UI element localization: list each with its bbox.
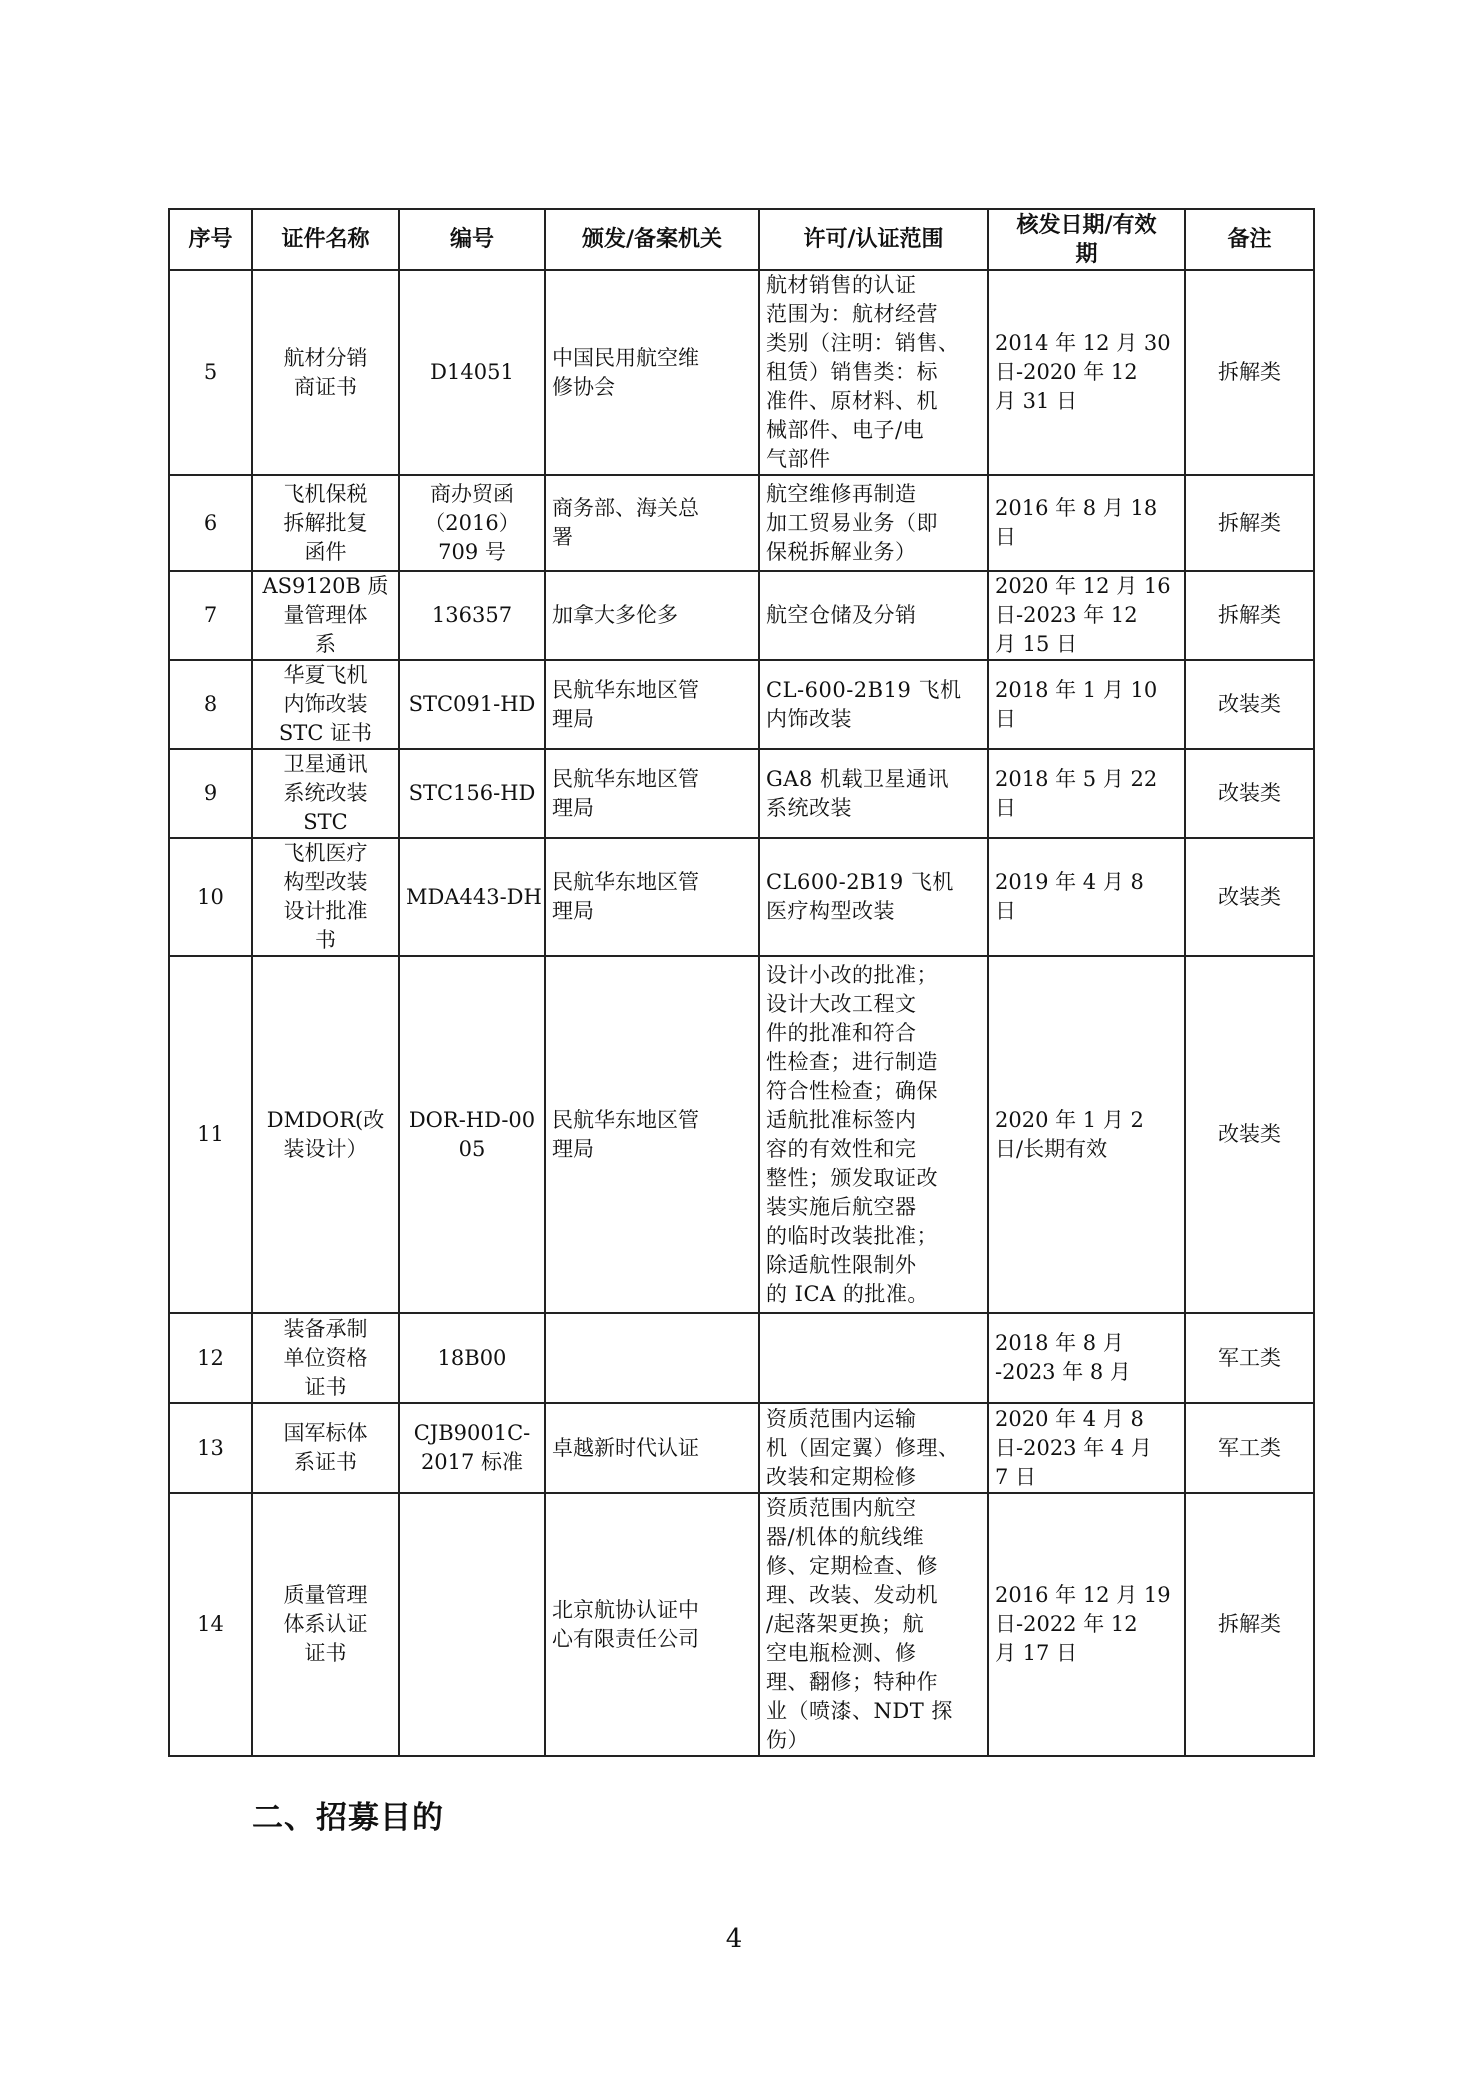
cell-name-line: 华夏飞机 bbox=[283, 663, 368, 687]
cell-scope bbox=[759, 838, 988, 956]
cell-remark: 军工类 bbox=[1185, 1313, 1314, 1403]
cell-scope-line: 资质范围内航空 bbox=[766, 1496, 917, 1520]
cell-name bbox=[252, 660, 399, 749]
cell-date bbox=[988, 571, 1185, 660]
cell-no: 14 bbox=[169, 1493, 252, 1756]
cell-name bbox=[252, 1493, 399, 1756]
cell-scope-line: 准件、原材料、机 bbox=[766, 389, 938, 413]
cell-code-line: 709 号 bbox=[438, 539, 506, 564]
cell-no: 7 bbox=[169, 571, 252, 660]
header-date-line: 核发日期/有效 bbox=[1016, 212, 1157, 238]
table-row bbox=[169, 1313, 1314, 1403]
cell-no: 13 bbox=[169, 1403, 252, 1493]
cell-name-line: 飞机保税 bbox=[283, 481, 368, 506]
cell-name-line: 卫星通讯 bbox=[283, 752, 368, 776]
cell-date-line: 日-2023 年 12 bbox=[995, 603, 1138, 627]
cell-code bbox=[399, 838, 545, 956]
cell-name-line: AS9120B 质 bbox=[262, 574, 389, 598]
header-cell-scope: 许可/认证范围 bbox=[759, 209, 988, 270]
table-row bbox=[169, 838, 1314, 956]
table-row bbox=[169, 956, 1314, 1313]
cell-date-line: 日-2023 年 4 月 bbox=[995, 1435, 1152, 1460]
cell-scope-line: 适航批准标签内 bbox=[766, 1107, 917, 1132]
cell-scope-line: 空电瓶检测、修 bbox=[766, 1641, 917, 1665]
cell-no: 11 bbox=[169, 956, 252, 1313]
cell-scope-line: 航空维修再制造 bbox=[766, 481, 917, 506]
cell-name-line: DMDOR(改 bbox=[266, 1107, 385, 1132]
cell-scope-line: 改装和定期检修 bbox=[766, 1464, 917, 1489]
cell-scope-line: 理、改装、发动机 bbox=[766, 1583, 938, 1607]
cell-date-line: 2018 年 5 月 22 bbox=[995, 766, 1158, 791]
cell-name bbox=[252, 270, 399, 475]
table-row bbox=[169, 749, 1314, 838]
cell-code bbox=[399, 660, 545, 749]
cell-scope-line: 符合性检查；确保 bbox=[766, 1078, 938, 1103]
cell-code bbox=[399, 475, 545, 571]
cell-date-line: 日-2020 年 12 bbox=[995, 360, 1138, 384]
cell-date-line: 日/长期有效 bbox=[995, 1136, 1108, 1161]
cell-date bbox=[988, 660, 1185, 749]
cell-issuer-line: 民航华东地区管 bbox=[552, 870, 699, 894]
cell-issuer bbox=[545, 660, 759, 749]
cell-name-line: 装备承制 bbox=[283, 1316, 368, 1341]
header-cell-date bbox=[988, 209, 1185, 270]
cell-code-line: MDA443-DH bbox=[406, 884, 542, 909]
certificate-table bbox=[168, 208, 1315, 1757]
cell-scope-line: 机（固定翼）修理、 bbox=[766, 1435, 960, 1460]
cell-no: 9 bbox=[169, 749, 252, 838]
cell-name-line: 拆解批复 bbox=[283, 510, 368, 535]
table-row bbox=[169, 1493, 1314, 1756]
cell-code-line: （2016） bbox=[424, 510, 520, 535]
cell-name-line: STC bbox=[303, 810, 348, 834]
cell-issuer bbox=[545, 1493, 759, 1756]
cell-scope-line: 装实施后航空器 bbox=[766, 1194, 917, 1219]
cell-scope-line: 容的有效性和完 bbox=[766, 1136, 917, 1161]
cell-name-line: 函件 bbox=[304, 539, 347, 564]
table-row bbox=[169, 660, 1314, 749]
header-cell-remark: 备注 bbox=[1185, 209, 1314, 270]
cell-date bbox=[988, 1313, 1185, 1403]
cell-scope-line: 修、定期检查、修 bbox=[766, 1554, 938, 1578]
cell-remark: 改装类 bbox=[1185, 749, 1314, 838]
cell-no: 8 bbox=[169, 660, 252, 749]
cell-issuer-line: 民航华东地区管 bbox=[552, 677, 699, 702]
cell-name-line: 构型改装 bbox=[283, 870, 368, 894]
cell-date-line: 日 bbox=[995, 706, 1016, 731]
cell-scope-line: 械部件、电子/电 bbox=[766, 418, 925, 442]
cell-scope-line: /起落架更换；航 bbox=[766, 1612, 925, 1636]
cell-scope-line: 租赁）销售类：标 bbox=[766, 360, 938, 384]
cell-scope-line: 系统改装 bbox=[766, 795, 852, 820]
cell-date-line: 月 17 日 bbox=[995, 1641, 1078, 1665]
cell-scope-line: 航空仓储及分销 bbox=[766, 603, 917, 627]
cell-scope-line: 除适航性限制外 bbox=[766, 1252, 917, 1277]
cell-name-line: 书 bbox=[315, 928, 336, 952]
cell-date-line: 月 15 日 bbox=[995, 632, 1078, 656]
table-row bbox=[169, 270, 1314, 475]
cell-scope-line: 设计小改的批准； bbox=[766, 962, 938, 987]
cell-scope-line: 整性；颁发取证改 bbox=[766, 1165, 938, 1190]
cell-issuer-line: 理局 bbox=[552, 795, 594, 820]
cell-name-line: 量管理体 bbox=[283, 603, 368, 627]
cell-date-line: 2014 年 12 月 30 bbox=[995, 331, 1171, 355]
cell-name-line: 体系认证 bbox=[283, 1612, 368, 1636]
cell-code bbox=[399, 956, 545, 1313]
cell-issuer bbox=[545, 475, 759, 571]
cell-date bbox=[988, 270, 1185, 475]
cell-date bbox=[988, 475, 1185, 571]
cell-scope-line: 医疗构型改装 bbox=[766, 899, 895, 923]
section-heading: 二、招募目的 bbox=[252, 1800, 444, 1836]
cell-issuer bbox=[545, 956, 759, 1313]
cell-issuer bbox=[545, 1403, 759, 1493]
cell-no: 5 bbox=[169, 270, 252, 475]
cell-date-line: 日 bbox=[995, 525, 1016, 549]
cell-scope-line: 资质范围内运输 bbox=[766, 1406, 917, 1431]
table-header-row bbox=[169, 209, 1314, 270]
cell-name-line: 系 bbox=[315, 632, 336, 656]
cell-scope-line: 航材销售的认证 bbox=[766, 273, 917, 297]
cell-name-line: 证书 bbox=[304, 1641, 347, 1665]
cell-scope-line: CL600-2B19 飞机 bbox=[766, 870, 954, 894]
cell-scope-line: 业（喷漆、NDT 探 bbox=[766, 1699, 953, 1723]
cell-issuer-line: 民航华东地区管 bbox=[552, 1107, 699, 1132]
cell-date bbox=[988, 749, 1185, 838]
cell-remark: 拆解类 bbox=[1185, 475, 1314, 571]
header-cell-code: 编号 bbox=[399, 209, 545, 270]
cell-issuer bbox=[545, 838, 759, 956]
table-body bbox=[169, 270, 1314, 1756]
cell-scope bbox=[759, 475, 988, 571]
cell-name-line: STC 证书 bbox=[278, 721, 373, 745]
cell-issuer-line: 理局 bbox=[552, 1136, 594, 1161]
cell-name bbox=[252, 475, 399, 571]
cell-code-line: 18B00 bbox=[437, 1345, 507, 1370]
cell-date bbox=[988, 956, 1185, 1313]
cell-remark: 拆解类 bbox=[1185, 1493, 1314, 1756]
cell-date-line: 日 bbox=[995, 899, 1016, 923]
cell-code-line: CJB9001C- bbox=[413, 1421, 531, 1445]
cell-issuer-line: 加拿大多伦多 bbox=[552, 603, 678, 627]
cell-code-line: 05 bbox=[458, 1136, 486, 1161]
cell-scope-line: GA8 机载卫星通讯 bbox=[766, 766, 949, 791]
cell-issuer-line: 中国民用航空维 bbox=[552, 345, 699, 370]
cell-date-line: 2020 年 4 月 8 bbox=[995, 1406, 1144, 1431]
cell-code bbox=[399, 1403, 545, 1493]
table-row bbox=[169, 1403, 1314, 1493]
cell-scope-line: 类别（注明：销售、 bbox=[766, 331, 960, 355]
cell-name bbox=[252, 838, 399, 956]
cell-scope bbox=[759, 660, 988, 749]
cell-name bbox=[252, 571, 399, 660]
cell-scope bbox=[759, 270, 988, 475]
cell-name-line: 证书 bbox=[304, 1374, 347, 1399]
cell-date bbox=[988, 838, 1185, 956]
cell-name-line: 质量管理 bbox=[283, 1583, 368, 1607]
table-row bbox=[169, 571, 1314, 660]
cell-scope bbox=[759, 956, 988, 1313]
cell-name bbox=[252, 1313, 399, 1403]
cell-remark: 改装类 bbox=[1185, 956, 1314, 1313]
cell-date bbox=[988, 1493, 1185, 1756]
cell-issuer-line: 理局 bbox=[552, 899, 594, 923]
cell-code bbox=[399, 749, 545, 838]
cell-scope-line: 件的批准和符合 bbox=[766, 1020, 917, 1045]
cell-no: 6 bbox=[169, 475, 252, 571]
cell-code bbox=[399, 1493, 545, 1756]
cell-scope-line: CL-600-2B19 飞机 bbox=[766, 677, 962, 702]
cell-code-line: 商办贸函 bbox=[430, 481, 514, 506]
cell-name-line: 航材分销 bbox=[283, 345, 368, 370]
cell-remark: 拆解类 bbox=[1185, 571, 1314, 660]
cell-issuer bbox=[545, 1313, 759, 1403]
cell-issuer-line: 商务部、海关总 bbox=[552, 496, 699, 520]
cell-date-line: 2020 年 12 月 16 bbox=[995, 574, 1171, 598]
cell-date-line: 2020 年 1 月 2 bbox=[995, 1107, 1144, 1132]
cell-no: 10 bbox=[169, 838, 252, 956]
cell-issuer-line: 理局 bbox=[552, 706, 594, 731]
cell-date-line: 2019 年 4 月 8 bbox=[995, 870, 1144, 894]
cell-name-line: 内饰改装 bbox=[283, 692, 368, 716]
cell-name-line: 商证书 bbox=[294, 374, 357, 399]
cell-scope-line: 设计大改工程文 bbox=[766, 991, 917, 1016]
cell-scope-line: 内饰改装 bbox=[766, 706, 852, 731]
header-date-line: 期 bbox=[1075, 241, 1098, 267]
cell-issuer bbox=[545, 270, 759, 475]
cell-name-line: 国军标体 bbox=[283, 1421, 368, 1445]
cell-name bbox=[252, 1403, 399, 1493]
header-cell-name: 证件名称 bbox=[252, 209, 399, 270]
cell-scope bbox=[759, 1493, 988, 1756]
cell-date-line: 2018 年 8 月 bbox=[995, 1331, 1124, 1355]
cell-scope-line: 加工贸易业务（即 bbox=[766, 510, 938, 535]
cell-scope-line: 理、翻修；特种作 bbox=[766, 1670, 938, 1694]
page-number: 4 bbox=[725, 1924, 743, 1954]
cell-date-line: 月 31 日 bbox=[995, 389, 1078, 413]
cell-name bbox=[252, 749, 399, 838]
cell-date-line: 日-2022 年 12 bbox=[995, 1612, 1138, 1636]
cell-scope bbox=[759, 1403, 988, 1493]
cell-code-line: STC091-HD bbox=[408, 692, 536, 716]
cell-issuer bbox=[545, 571, 759, 660]
cell-scope bbox=[759, 749, 988, 838]
cell-issuer-line: 署 bbox=[552, 525, 573, 549]
cell-code-line: 2017 标准 bbox=[420, 1450, 524, 1474]
cell-issuer-line: 民航华东地区管 bbox=[552, 766, 699, 791]
cell-scope-line: 气部件 bbox=[766, 447, 831, 471]
cell-scope-line: 的 ICA 的批准。 bbox=[766, 1281, 929, 1306]
header-cell-no: 序号 bbox=[169, 209, 252, 270]
cell-name-line: 单位资格 bbox=[283, 1345, 368, 1370]
header-cell-issuer: 颁发/备案机关 bbox=[545, 209, 759, 270]
cell-no: 12 bbox=[169, 1313, 252, 1403]
cell-scope-line: 范围为：航材经营 bbox=[766, 302, 938, 326]
cell-name-line: 设计批准 bbox=[283, 899, 368, 923]
cell-remark: 拆解类 bbox=[1185, 270, 1314, 475]
cell-issuer-line: 心有限责任公司 bbox=[552, 1626, 699, 1651]
cell-code-line: D14051 bbox=[430, 360, 514, 384]
cell-date-line: 2016 年 12 月 19 bbox=[995, 1583, 1171, 1607]
cell-code-line: DOR-HD-00 bbox=[408, 1107, 536, 1132]
cell-code-line: 136357 bbox=[431, 603, 513, 627]
cell-scope-line: 性检查；进行制造 bbox=[766, 1049, 938, 1074]
cell-date-line: 7 日 bbox=[995, 1464, 1037, 1489]
cell-code bbox=[399, 270, 545, 475]
cell-code-line: STC156-HD bbox=[408, 781, 536, 805]
cell-name-line: 系统改装 bbox=[283, 781, 368, 805]
cell-scope-line: 伤） bbox=[766, 1728, 809, 1752]
cell-date-line: 2018 年 1 月 10 bbox=[995, 677, 1158, 702]
cell-date-line: -2023 年 8 月 bbox=[995, 1360, 1131, 1384]
cell-date bbox=[988, 1403, 1185, 1493]
cell-name-line: 装设计） bbox=[283, 1136, 368, 1161]
cell-scope-line: 器/机体的航线维 bbox=[766, 1525, 925, 1549]
cell-remark: 改装类 bbox=[1185, 660, 1314, 749]
cell-remark: 改装类 bbox=[1185, 838, 1314, 956]
cell-scope-line: 保税拆解业务） bbox=[766, 539, 917, 564]
cell-name-line: 系证书 bbox=[294, 1450, 357, 1474]
cell-issuer-line: 修协会 bbox=[552, 374, 615, 399]
cell-code bbox=[399, 571, 545, 660]
cell-name bbox=[252, 956, 399, 1313]
cell-date-line: 2016 年 8 月 18 bbox=[995, 496, 1158, 520]
cell-scope bbox=[759, 571, 988, 660]
cell-scope-line: 的临时改装批准； bbox=[766, 1223, 938, 1248]
cell-issuer-line: 卓越新时代认证 bbox=[552, 1435, 699, 1460]
cell-date-line: 日 bbox=[995, 795, 1016, 820]
cell-remark: 军工类 bbox=[1185, 1403, 1314, 1493]
cell-issuer bbox=[545, 749, 759, 838]
cell-issuer-line: 北京航协认证中 bbox=[552, 1597, 699, 1622]
cell-code bbox=[399, 1313, 545, 1403]
table-row bbox=[169, 475, 1314, 571]
cell-scope bbox=[759, 1313, 988, 1403]
cell-name-line: 飞机医疗 bbox=[283, 841, 368, 865]
